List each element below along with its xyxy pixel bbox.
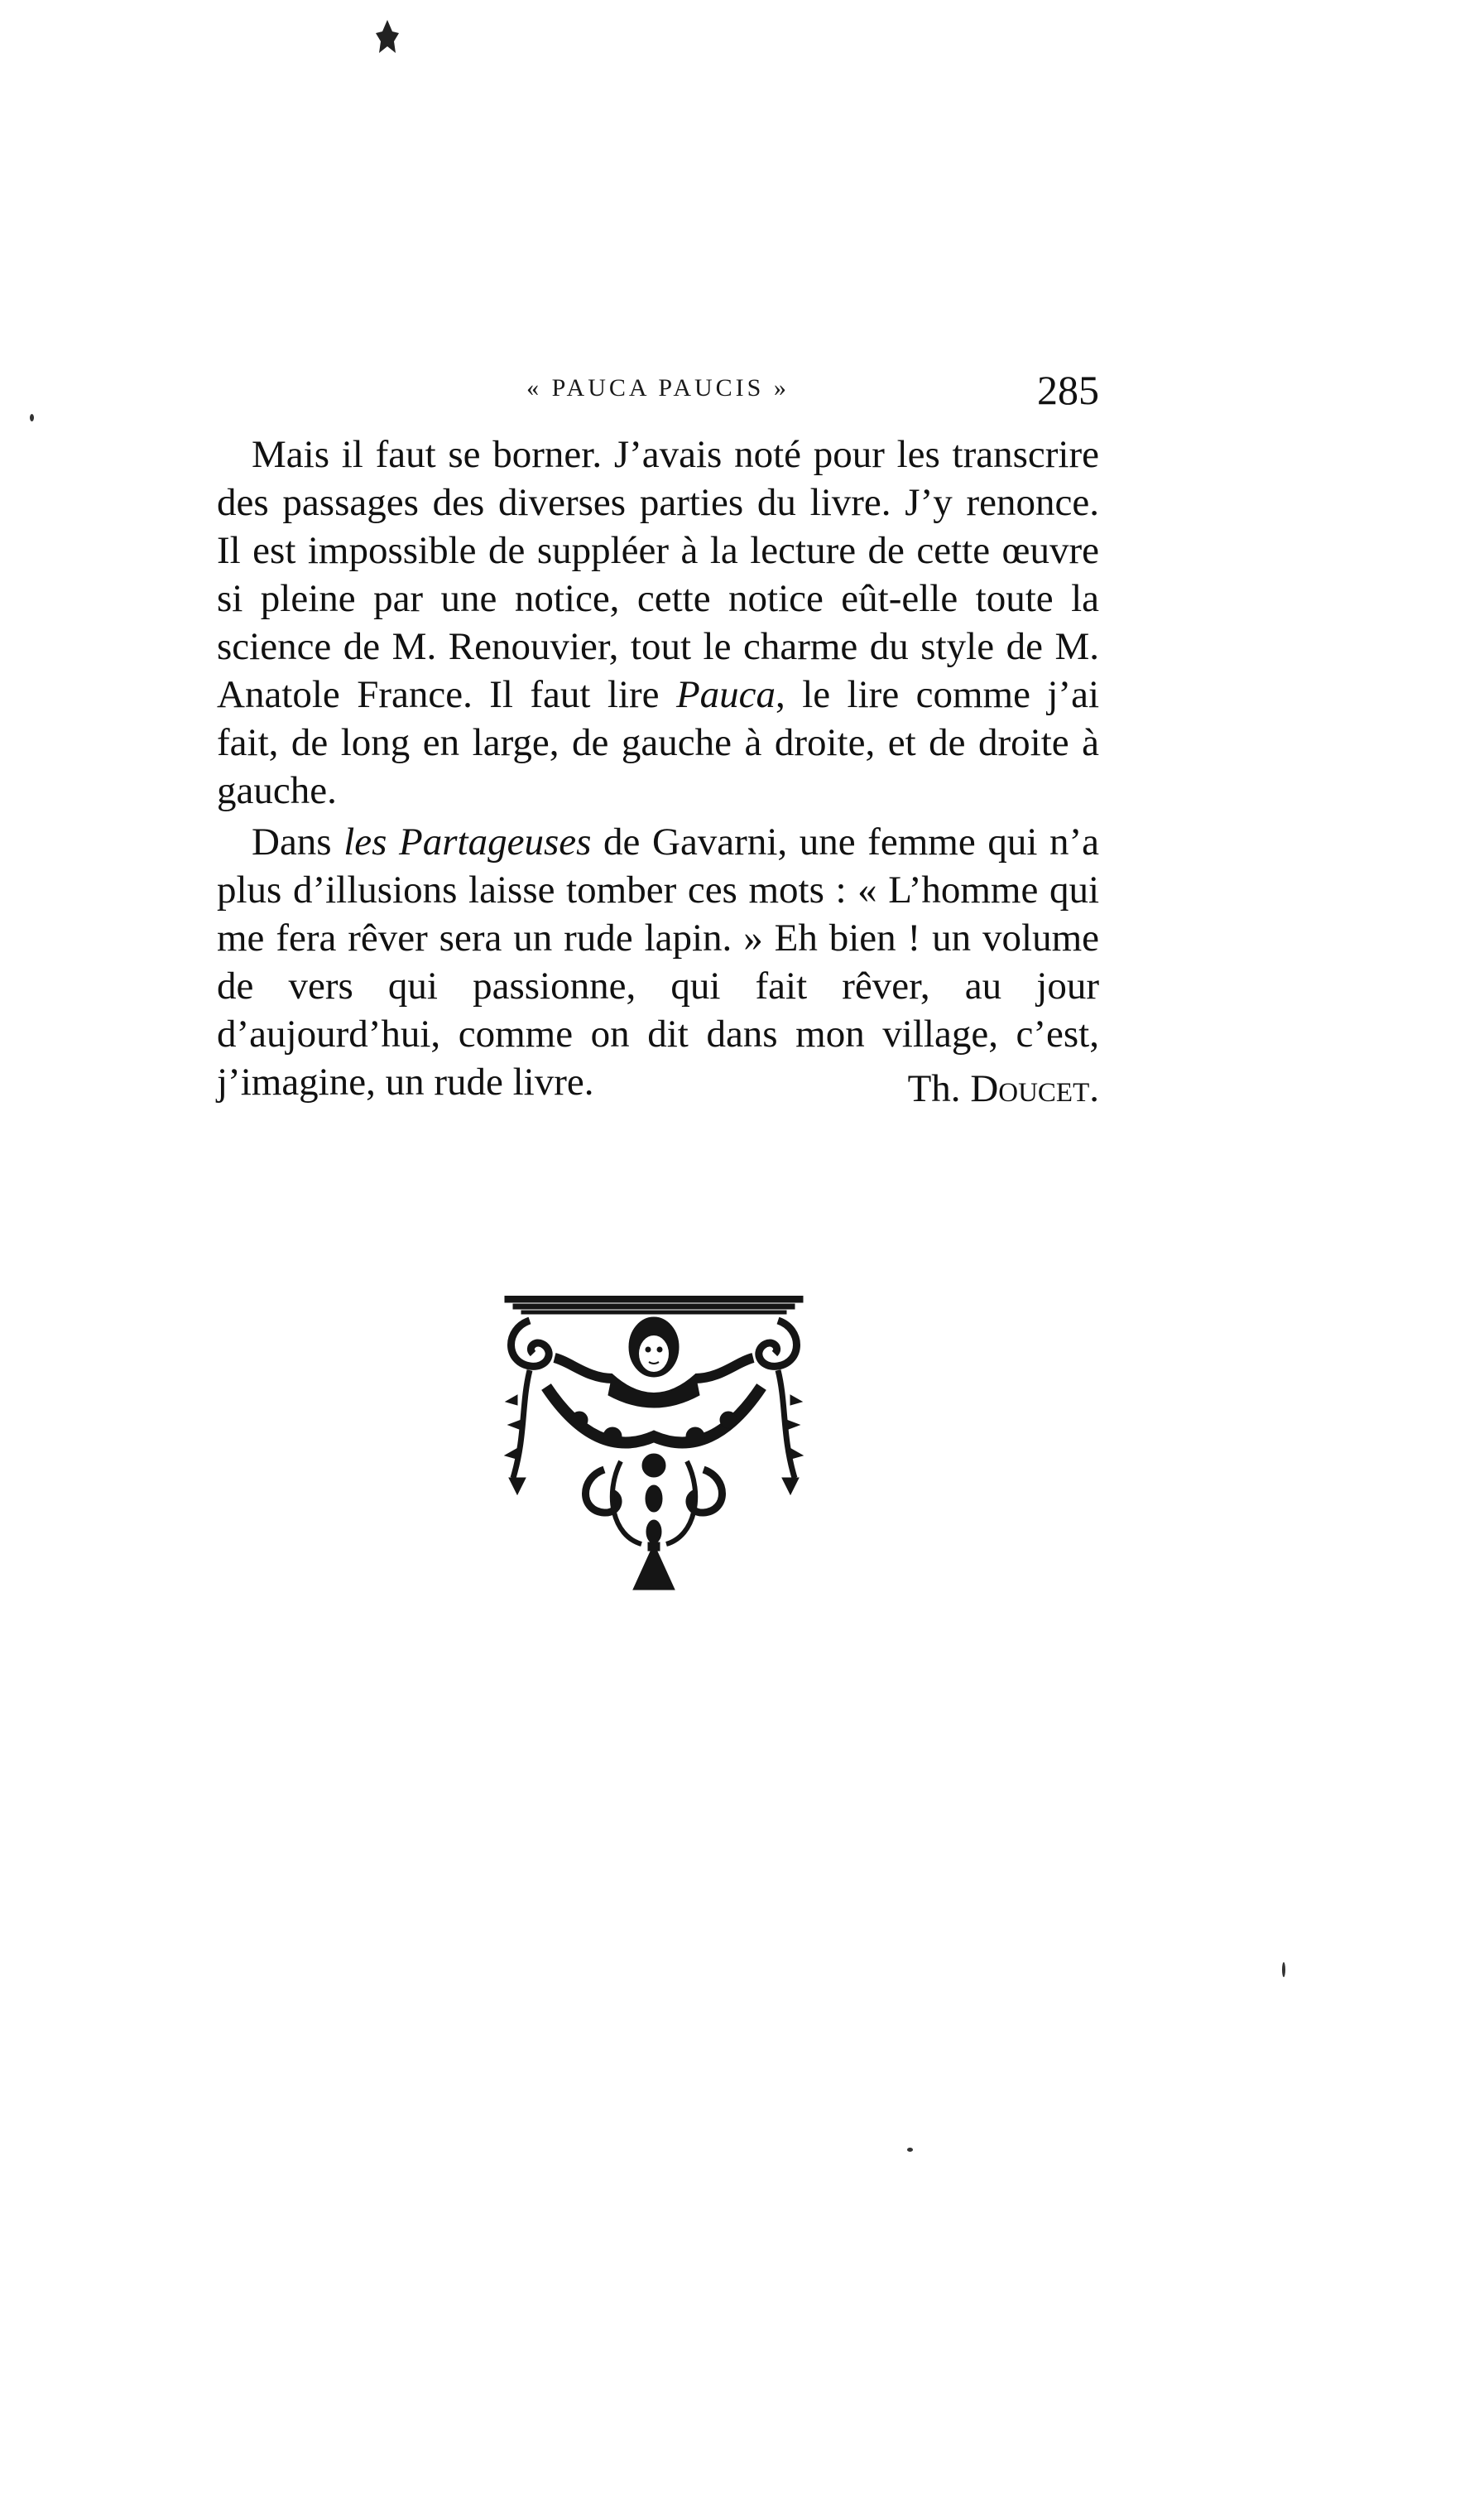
paragraph-1-text-a: Mais il faut se borner. J’avais noté pour les transcrire des passages des diverses parties du livre. J’y renonce. Il est impossible de suppléer à la lecture de cette œuvre si pleine par une notice, cette notice eût-elle toute la science de M. Renouvier, tout le charme du style de M. Anatole France. Il faut lire bbox=[217, 433, 1099, 716]
paragraph-2-text-a: Dans bbox=[252, 820, 344, 864]
running-title: « PAUCA PAUCIS » bbox=[526, 374, 790, 402]
signature-name: Doucet. bbox=[970, 1067, 1099, 1110]
signature-prefix: Th. bbox=[907, 1067, 961, 1110]
paragraph-1-text-b: , le lire comme j’ai fait, de long en large, de gauche à droite, et de droite à gauche. bbox=[217, 673, 1100, 812]
page-speck bbox=[1282, 1962, 1285, 1977]
signature bbox=[908, 1066, 1099, 1111]
paragraph-2 bbox=[217, 818, 1099, 1106]
page-speck bbox=[907, 2148, 913, 2152]
paragraph-1 bbox=[217, 431, 1099, 815]
body-text bbox=[217, 431, 1099, 1106]
cul-de-lampe-ornament-icon bbox=[497, 1296, 811, 1610]
paragraph-2-italic: les Partageuses bbox=[343, 820, 592, 864]
running-head bbox=[217, 366, 1099, 416]
printer-mark-icon bbox=[371, 17, 404, 58]
paragraph-2-text-b: de Gavarni, une femme qui n’a plus d’illusions laisse tomber ces mots : « L’homme qui me fera rêver sera un rude lapin. » Eh bien ! un volume de vers qui passionne, qui fait rêver, au jour d’aujourd’hui, comme on dit dans mon village, c’est, j’imagine, un rude livre. bbox=[217, 820, 1100, 1104]
page-speck bbox=[30, 414, 34, 421]
page-number: 285 bbox=[1037, 367, 1099, 413]
paragraph-1-italic: Pauca bbox=[675, 673, 776, 716]
